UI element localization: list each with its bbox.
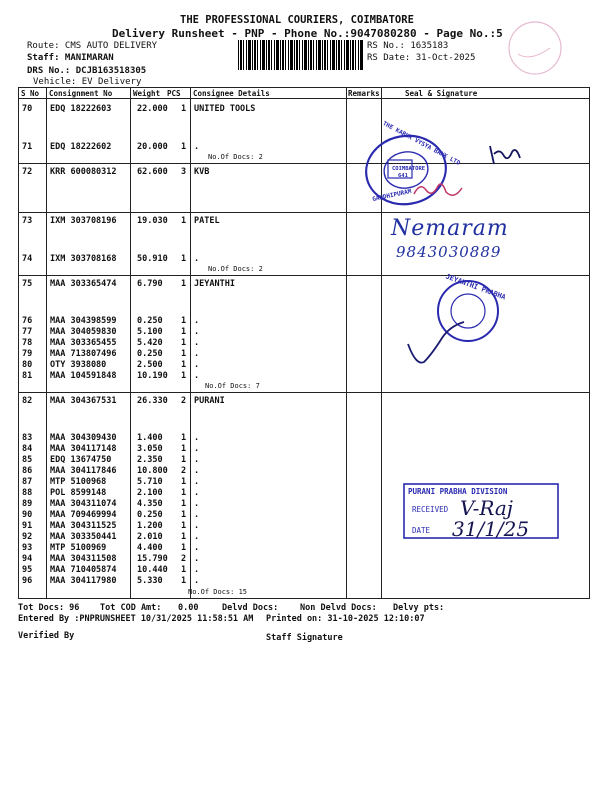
row-sno: 82	[22, 396, 33, 406]
row-pcs: 1	[181, 316, 187, 326]
row-pcs: 1	[181, 433, 187, 443]
row-pcs: 2	[181, 554, 187, 564]
row-consignee: .	[194, 327, 200, 337]
row-weight: 4.400	[137, 543, 163, 553]
row-consignment: MAA 304117980	[50, 576, 117, 586]
docs-count: No.Of Docs: 2	[208, 265, 263, 273]
col-header-consignment: Consignment No	[49, 89, 113, 98]
row-weight: 2.100	[137, 488, 163, 498]
row-pcs: 1	[181, 521, 187, 531]
row-weight: 50.910	[137, 254, 168, 264]
table-top-border	[18, 87, 590, 88]
row-sno: 87	[22, 477, 33, 487]
row-consignment: EDQ 18222602	[50, 142, 112, 152]
row-consignment: MAA 104591848	[50, 371, 117, 381]
col-header-sno: S No	[21, 89, 40, 98]
docs-count: No.Of Docs: 7	[205, 382, 260, 390]
group-divider	[18, 392, 590, 393]
row-consignee: JEYANTHI	[194, 279, 235, 289]
purani-stamp-title: PURANI PRABHA DIVISION	[408, 487, 508, 496]
col-divider	[346, 87, 347, 598]
row-consignee: .	[194, 576, 200, 586]
col-header-consignee: Consignee Details	[193, 89, 270, 98]
row-consignee: PATEL	[194, 216, 220, 226]
col-divider	[190, 87, 191, 598]
checkmark-signature	[402, 318, 472, 378]
row-sno: 78	[22, 338, 33, 348]
staff-signature: Staff Signature	[266, 633, 343, 643]
row-sno: 71	[22, 142, 33, 152]
route-label: Route: CMS AUTO DELIVERY	[27, 41, 158, 51]
row-weight: 0.250	[137, 510, 163, 520]
row-consignment: MAA 303365455	[50, 338, 117, 348]
rs-date: RS Date: 31-Oct-2025	[367, 53, 476, 63]
delivered-docs: Delvd Docs:	[222, 603, 279, 613]
bank-stamp-branch: COIMBATORE	[392, 166, 426, 172]
row-pcs: 1	[181, 455, 187, 465]
row-consignee: .	[194, 565, 200, 575]
date-label: DATE	[412, 526, 431, 535]
row-consignment: MAA 713807496	[50, 349, 117, 359]
row-consignee: .	[194, 554, 200, 564]
row-sno: 81	[22, 371, 33, 381]
handwritten-phone: 9843030889	[396, 243, 502, 261]
row-consignment: MAA 304311074	[50, 499, 117, 509]
row-pcs: 1	[181, 510, 187, 520]
col-divider	[46, 87, 47, 598]
row-sno: 89	[22, 499, 33, 509]
row-pcs: 1	[181, 488, 187, 498]
row-weight: 10.800	[137, 466, 168, 476]
vehicle-label: Vehicle: EV Delivery	[33, 77, 142, 87]
row-weight: 19.030	[137, 216, 168, 226]
col-divider	[18, 87, 19, 598]
row-consignee: .	[194, 466, 200, 476]
bank-stamp-area: GANDHIPURAM	[371, 187, 413, 204]
row-consignment: MAA 303350441	[50, 532, 117, 542]
group-divider	[18, 212, 590, 213]
row-weight: 5.100	[137, 327, 163, 337]
bank-stamp-name: THE KARUR VYSYA BANK LTD	[381, 120, 462, 167]
barcode	[238, 40, 364, 70]
row-consignment: IXM 303708168	[50, 254, 117, 264]
row-sno: 76	[22, 316, 33, 326]
row-consignee: .	[194, 488, 200, 498]
table-bottom-border	[18, 598, 590, 599]
row-sno: 84	[22, 444, 33, 454]
row-weight: 0.250	[137, 349, 163, 359]
row-consignee: .	[194, 444, 200, 454]
row-consignee: .	[194, 477, 200, 487]
row-consignee: .	[194, 142, 200, 152]
row-consignment: MAA 304117846	[50, 466, 117, 476]
row-sno: 72	[22, 167, 33, 177]
row-consignment: MAA 304311525	[50, 521, 117, 531]
row-consignee: .	[194, 433, 200, 443]
row-consignment: MAA 303365474	[50, 279, 117, 289]
row-consignment: MAA 304117148	[50, 444, 117, 454]
row-consignee: .	[194, 338, 200, 348]
col-header-seal: Seal & Signature	[405, 89, 478, 98]
row-pcs: 2	[181, 396, 187, 406]
row-consignment: MTP 5100968	[50, 477, 107, 487]
row-sno: 95	[22, 565, 33, 575]
row-sno: 90	[22, 510, 33, 520]
row-weight: 26.330	[137, 396, 168, 406]
received-date-handwriting: 31/1/25	[452, 517, 530, 541]
row-weight: 6.790	[137, 279, 163, 289]
row-sno: 75	[22, 279, 33, 289]
row-sno: 88	[22, 488, 33, 498]
row-consignee: UNITED TOOLS	[194, 104, 256, 114]
row-consignee: .	[194, 521, 200, 531]
row-sno: 79	[22, 349, 33, 359]
delivery-points: Delvy pts:	[393, 603, 445, 613]
printed-on: Printed on: 31-10-2025 12:10:07	[266, 614, 425, 624]
row-consignee: .	[194, 510, 200, 520]
row-consignment: MAA 304398599	[50, 316, 117, 326]
row-pcs: 1	[181, 142, 187, 152]
received-by-handwriting: V-Raj	[460, 496, 514, 520]
row-weight: 2.350	[137, 455, 163, 465]
runsheet-title: Delivery Runsheet - PNP - Phone No.:9047080280 - Page No.:5	[112, 27, 503, 40]
col-header-weight: Weight	[133, 89, 161, 98]
row-sno: 73	[22, 216, 33, 226]
row-consignee: .	[194, 349, 200, 359]
faint-corner-stamp	[500, 18, 570, 78]
row-sno: 96	[22, 576, 33, 586]
row-sno: 70	[22, 104, 33, 114]
row-consignee: .	[194, 499, 200, 509]
row-sno: 83	[22, 433, 33, 443]
row-pcs: 1	[181, 349, 187, 359]
staff-label: Staff: MANIMARAN	[27, 53, 114, 63]
row-consignee: .	[194, 316, 200, 326]
row-pcs: 1	[181, 360, 187, 370]
row-weight: 22.000	[137, 104, 168, 114]
bank-stamp-pin: 641	[398, 173, 408, 179]
col-divider	[130, 87, 131, 598]
row-weight: 2.500	[137, 360, 163, 370]
row-weight: 5.330	[137, 576, 163, 586]
row-weight: 5.710	[137, 477, 163, 487]
docs-count: No.Of Docs: 2	[208, 153, 263, 161]
row-pcs: 1	[181, 499, 187, 509]
row-consignment: POL 8599148	[50, 488, 107, 498]
row-consignment: KRR 600080312	[50, 167, 117, 177]
row-pcs: 1	[181, 576, 187, 586]
row-consignment: OTY 3938080	[50, 360, 107, 370]
row-consignment: MAA 304367531	[50, 396, 117, 406]
row-consignment: EDQ 18222603	[50, 104, 112, 114]
row-consignment: IXM 303708196	[50, 216, 117, 226]
handwritten-name: Nemaram	[391, 216, 509, 241]
handwritten-signature	[410, 176, 470, 206]
row-weight: 15.790	[137, 554, 168, 564]
row-sno: 86	[22, 466, 33, 476]
row-consignee: PURANI	[194, 396, 225, 406]
entered-by: Entered By :PNPRUNSHEET 10/31/2025 11:58:51 AM	[18, 614, 254, 624]
row-consignee: .	[194, 532, 200, 542]
row-pcs: 1	[181, 532, 187, 542]
table-header-border	[18, 98, 590, 99]
received-label: RECEIVED	[412, 505, 449, 514]
col-header-remarks: Remarks	[348, 89, 380, 98]
row-sno: 91	[22, 521, 33, 531]
row-consignment: EDQ 13674750	[50, 455, 112, 465]
handwritten-initials	[484, 140, 524, 170]
group-divider	[18, 275, 590, 276]
row-sno: 93	[22, 543, 33, 553]
row-pcs: 1	[181, 104, 187, 114]
row-consignment: MAA 304309430	[50, 433, 117, 443]
row-weight: 62.600	[137, 167, 168, 177]
docs-count: No.Of Docs: 15	[188, 588, 248, 596]
row-pcs: 1	[181, 543, 187, 553]
row-consignee: .	[194, 360, 200, 370]
total-cod-amount: 0.00	[178, 603, 199, 613]
row-consignee: KVB	[194, 167, 210, 177]
rs-number: RS No.: 1635183	[367, 41, 449, 51]
row-consignee: .	[194, 543, 200, 553]
row-pcs: 1	[181, 338, 187, 348]
row-pcs: 1	[181, 216, 187, 226]
row-weight: 5.420	[137, 338, 163, 348]
row-consignment: MTP 5100969	[50, 543, 107, 553]
row-weight: 4.350	[137, 499, 163, 509]
row-pcs: 1	[181, 371, 187, 381]
row-sno: 94	[22, 554, 33, 564]
drs-label: DRS No.: DCJB163518305	[27, 66, 147, 76]
row-consignment: MAA 709469994	[50, 510, 117, 520]
row-sno: 74	[22, 254, 33, 264]
total-cod-label: Tot COD Amt:	[100, 603, 162, 613]
row-pcs: 2	[181, 466, 187, 476]
row-sno: 85	[22, 455, 33, 465]
row-sno: 77	[22, 327, 33, 337]
non-delivered-docs: Non Delvd Docs:	[300, 603, 377, 613]
col-divider	[589, 87, 590, 598]
row-consignee: .	[194, 371, 200, 381]
row-pcs: 1	[181, 254, 187, 264]
row-consignee: .	[194, 254, 200, 264]
row-pcs: 1	[181, 565, 187, 575]
row-pcs: 3	[181, 167, 187, 177]
row-weight: 10.190	[137, 371, 168, 381]
row-weight: 0.250	[137, 316, 163, 326]
row-weight: 1.400	[137, 433, 163, 443]
row-weight: 10.440	[137, 565, 168, 575]
row-consignment: MAA 304311508	[50, 554, 117, 564]
row-pcs: 1	[181, 477, 187, 487]
row-weight: 1.200	[137, 521, 163, 531]
row-sno: 92	[22, 532, 33, 542]
row-consignment: MAA 304059830	[50, 327, 117, 337]
row-pcs: 1	[181, 327, 187, 337]
row-pcs: 1	[181, 444, 187, 454]
row-consignment: MAA 710405874	[50, 565, 117, 575]
row-weight: 20.000	[137, 142, 168, 152]
total-docs: Tot Docs: 96	[18, 603, 80, 613]
jeyanthi-stamp-name: JEYANTHI PRABHA	[444, 272, 507, 302]
verified-by: Verified By	[18, 631, 75, 641]
row-pcs: 1	[181, 279, 187, 289]
company-name: THE PROFESSIONAL COURIERS, COIMBATORE	[180, 14, 414, 26]
row-consignee: .	[194, 455, 200, 465]
row-weight: 2.010	[137, 532, 163, 542]
col-header-pcs: PCS	[167, 89, 181, 98]
row-sno: 80	[22, 360, 33, 370]
row-weight: 3.050	[137, 444, 163, 454]
